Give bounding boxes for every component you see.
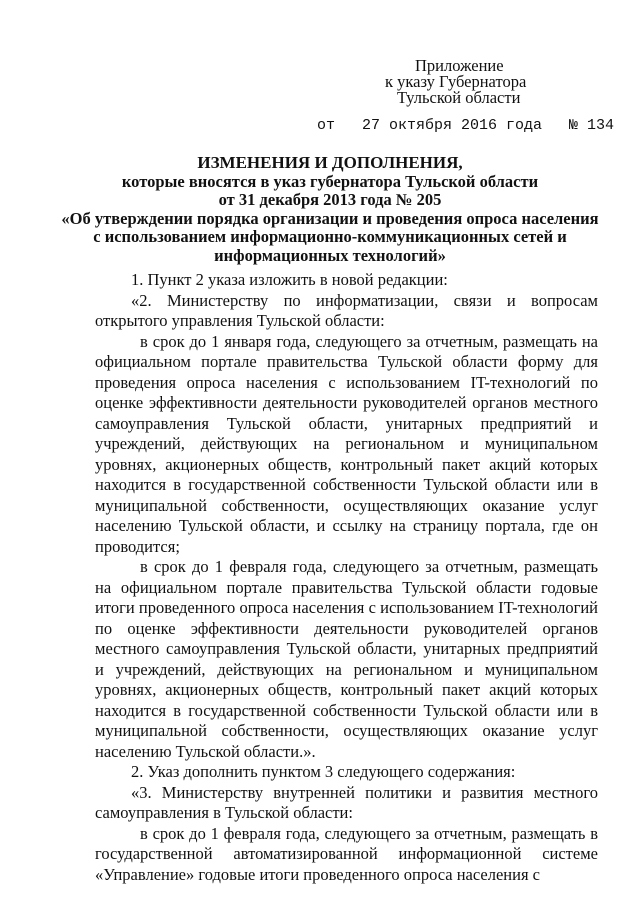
title-line-5: с использованием информационно-коммуникационных сетей и <box>93 227 567 246</box>
paragraph-7: в срок до 1 февраля года, следующего за отчетным, размещать в государственной автоматизированной информационной системе «Управление» годовые итоги проведенного опроса населения с <box>95 823 598 884</box>
title-line-4: «Об утверждении порядка организации и проведения опроса населения <box>61 208 599 228</box>
paragraph-6: «3. Министерству внутренней политики и развития местного самоуправления в Тульской области: <box>95 782 598 822</box>
title-line-2: которые вносятся в указ губернатора Тульской области <box>121 171 539 191</box>
paragraph-5: 2. Указ дополнить пунктом 3 следующего содержания: <box>131 762 516 781</box>
paragraph-3: в срок до 1 января года, следующего за отчетным, размещать на официальном портале правительства Тульской области форму для проведения опроса населения с использованием IT-технологий по оценке эффективности деятельности руководителей органов местного самоуправления Тульской области, унитарных предприятий и учреждений, действующих на региональном и муниципальном уровнях, акционерных обществ, контрольный пакет акций которых находится в государственной собственности Тульской области или в муниципальной собственности, осуществляющих оказание услуг населению Тульской области, и ссылку на страницу портала, где он проводится; <box>95 331 598 556</box>
title-line-1: ИЗМЕНЕНИЯ И ДОПОЛНЕНИЯ, <box>197 153 463 172</box>
attachment-block <box>385 58 526 106</box>
attachment-line-3: Тульской области <box>397 88 521 107</box>
title-line-6: информационных технологий» <box>214 245 446 265</box>
decree-date-number: от 27 октября 2016 года № 134 <box>317 117 615 134</box>
document-body <box>95 270 598 885</box>
attachment-line-1: Приложение <box>415 56 504 75</box>
document-title <box>61 153 599 265</box>
paragraph-4: в срок до 1 февраля года, следующего за отчетным, размещать на официальном портале правительства Тульской области годовые итоги проведенного опроса населения с использованием IT-технологий по оценке эффективности деятельности руководителей органов местного самоуправления Тульской области, унитарных предприятий и учреждений, действующих на региональном и муниципальном уровнях, акционерных обществ, контрольный пакет акций которых находится в государственной собственности Тульской области или в муниципальной собственности, осуществляющих оказание услуг населению Тульской области.». <box>95 557 598 761</box>
paragraph-2: «2. Министерству по информатизации, связи и вопросам открытого управления Тульской области: <box>95 290 598 330</box>
paragraph-1: 1. Пункт 2 указа изложить в новой редакции: <box>131 270 448 289</box>
attachment-line-2: к указу Губернатора <box>385 72 527 91</box>
title-line-3: от 31 декабря 2013 года № 205 <box>218 190 442 209</box>
